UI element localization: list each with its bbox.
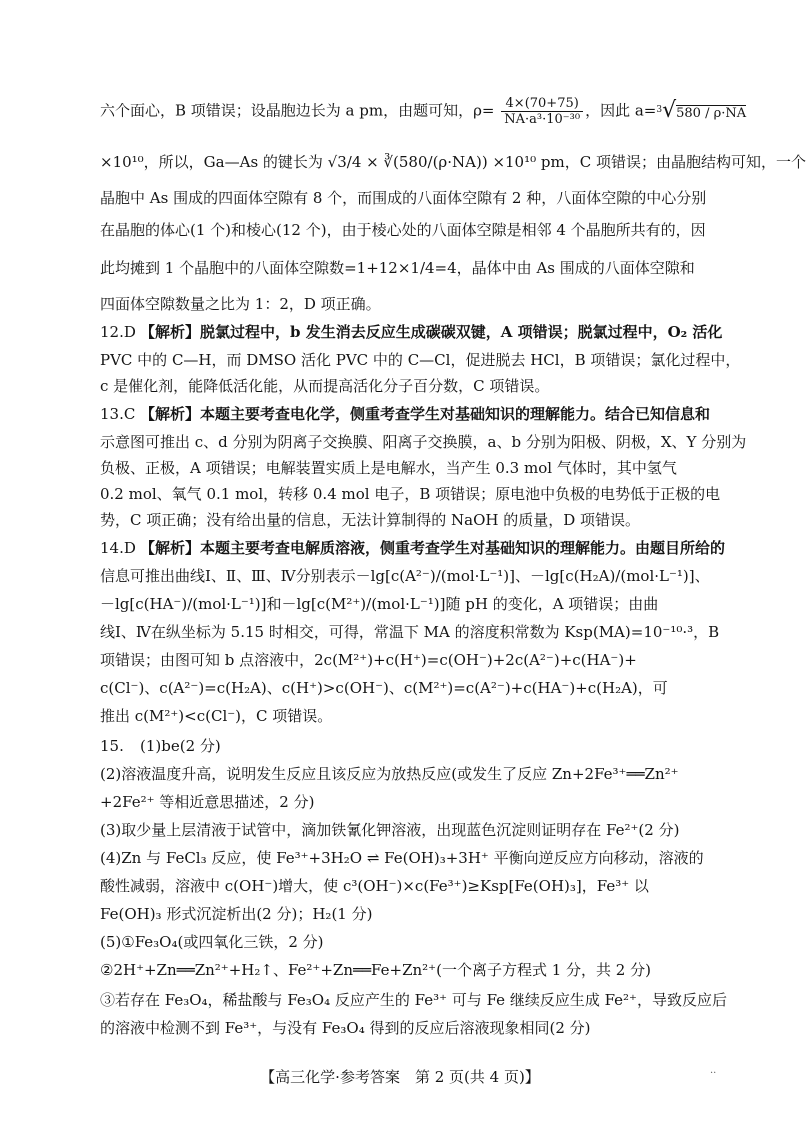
answer-15-line-11: 的溶液中检测不到 Fe³⁺，与没有 Fe₃O₄ 得到的反应后溶液现象相同(2 分) xyxy=(100,1019,591,1037)
answer-14-line-3: －lg[c(HA⁻)/(mol·L⁻¹)]和－lg[c(M²⁺)/(mol·L⁻¹)]随 pH 的变化，A 项错误；由曲 xyxy=(100,595,659,613)
answer-15-line-10: ③若存在 Fe₃O₄，稀盐酸与 Fe₃O₄ 反应产生的 Fe³⁺ 可与 Fe 继续反应生成 Fe²⁺，导致反应后 xyxy=(100,991,727,1009)
answer-15-line-3: +2Fe²⁺ 等相近意思描述，2 分) xyxy=(100,793,315,811)
text-line-0-part2: ，因此 a= xyxy=(585,101,657,120)
answer-15-line-5: (4)Zn 与 FeCl₃ 反应，使 Fe³⁺+3H₂O ⇌ Fe(OH)₃+3H⁺ 平衡向逆反应方向移动，溶液的 xyxy=(100,849,704,867)
text-line-0-part1: 六个面心，B 项错误；设晶胞边长为 a pm，由题可知，ρ= xyxy=(100,101,500,120)
answer-12-line-3: c 是催化剂，能降低活化能，从而提高活化分子百分数，C 项错误。 xyxy=(100,377,550,395)
text-line-1: ×10¹⁰，所以，Ga—As 的键长为 √3/4 × ∛(580/(ρ·NA)) ×10¹⁰ pm，C 项错误；由晶胞结构可知，一个 xyxy=(100,153,806,171)
question-number-13: 13.C xyxy=(100,405,136,423)
corner-mark: ·· xyxy=(710,1068,717,1079)
question-number-14: 14.D xyxy=(100,539,136,557)
answer-15-line-7: Fe(OH)₃ 形式沉淀析出(2 分)；H₂(1 分) xyxy=(100,905,373,923)
answer-12-line-1: 12.D 【解析】脱氯过程中，b 发生消去反应生成碳碳双键，A 项错误；脱氯过程中，O₂ 活化 xyxy=(100,320,700,344)
answer-14-line-4: 线Ⅰ、Ⅳ在纵坐标为 5.15 时相交，可得，常温下 MA 的溶度积常数为 Ksp(MA)=10⁻¹⁰·³，B xyxy=(100,623,720,641)
answer-14-line-5: 项错误；由图可知 b 点溶液中，2c(M²⁺)+c(H⁺)=c(OH⁻)+2c(A²⁻)+c(HA⁻)+ xyxy=(100,651,637,669)
answer-15-line-1: 15. (1)be(2 分) xyxy=(100,734,700,758)
cube-root-expression: $^3$√580 / ρ·NA xyxy=(656,97,747,123)
answer-15-line-9: ②2H⁺+Zn══Zn²⁺+H₂↑、Fe²⁺+Zn══Fe+Zn²⁺(一个离子方程式 1 分，共 2 分) xyxy=(100,961,651,979)
answer-14-line-7: 推出 c(M²⁺)<c(Cl⁻)，C 项错误。 xyxy=(100,707,333,725)
answer-15-line-2: (2)溶液温度升高，说明发生反应且该反应为放热反应(或发生了反应 Zn+2Fe³⁺══Zn²⁺ xyxy=(100,765,679,783)
answer-14-line-6: c(Cl⁻)、c(A²⁻)=c(H₂A)、c(H⁺)>c(OH⁻)、c(M²⁺)=c(A²⁻)+c(HA⁻)+c(H₂A)，可 xyxy=(100,679,668,697)
text-line-4: 此均摊到 1 个晶胞中的八面体空隙数=1+12×1/4=4，晶体中由 As 围成的八面体空隙和 xyxy=(100,259,695,277)
density-fraction: $\frac{4\times(70+75)}{\text{NA·a³·10⁻³⁰}}$ xyxy=(501,96,583,127)
answer-12-line-2: PVC 中的 C—H，而 DMSO 活化 PVC 中的 C—Cl，促进脱去 HCl，B 项错误；氯化过程中， xyxy=(100,351,741,369)
text-line-3: 在晶胞的体心(1 个)和棱心(12 个)，由于棱心处的八面体空隙是相邻 4 个晶胞所共有的，因 xyxy=(100,221,706,239)
question-number-12: 12.D xyxy=(100,323,136,341)
text-line-0 xyxy=(100,96,747,127)
answer-14-line-2: 信息可推出曲线Ⅰ、Ⅱ、Ⅲ、Ⅳ分别表示－lg[c(A²⁻)/(mol·L⁻¹)]、－lg[c(H₂A)/(mol·L⁻¹)]、 xyxy=(100,567,710,585)
answer-13-line-1: 13.C 【解析】本题主要考查电化学，侧重考查学生对基础知识的理解能力。结合已知信息和 xyxy=(100,402,700,426)
page-footer: 【高三化学·参考答案 第 2 页(共 4 页)】 xyxy=(260,1068,540,1086)
answer-15-line-4: (3)取少量上层清液于试管中，滴加铁氰化钾溶液，出现蓝色沉淀则证明存在 Fe²⁺(2 分) xyxy=(100,821,680,839)
answer-13-line-5: 势，C 项正确；没有给出量的信息，无法计算制得的 NaOH 的质量，D 项错误。 xyxy=(100,511,641,529)
answer-15-line-6: 酸性减弱，溶液中 c(OH⁻)增大，使 c³(OH⁻)×c(Fe³⁺)≥Ksp[Fe(OH)₃]，Fe³⁺ 以 xyxy=(100,877,649,895)
answer-13-line-2: 示意图可推出 c、d 分别为阴离子交换膜、阳离子交换膜，a、b 分别为阳极、阴极，X、Y 分别为 xyxy=(100,433,747,451)
answer-15-line-8: (5)①Fe₃O₄(或四氧化三铁，2 分) xyxy=(100,933,324,951)
answer-14-line-1: 14.D 【解析】本题主要考查电解质溶液，侧重考查学生对基础知识的理解能力。由题目所给的 xyxy=(100,536,700,560)
text-line-2: 晶胞中 As 围成的四面体空隙有 8 个，而围成的八面体空隙有 2 种，八面体空隙的中心分别 xyxy=(100,189,707,207)
answer-13-line-3: 负极、正极，A 项错误；电解装置实质上是电解水，当产生 0.3 mol 气体时，其中氢气 xyxy=(100,459,677,477)
text-line-5: 四面体空隙数量之比为 1：2，D 项正确。 xyxy=(100,295,381,313)
question-number-15: 15. xyxy=(100,737,124,755)
answer-13-line-4: 0.2 mol、氧气 0.1 mol，转移 0.4 mol 电子，B 项错误；原电池中负极的电势低于正极的电 xyxy=(100,485,721,503)
